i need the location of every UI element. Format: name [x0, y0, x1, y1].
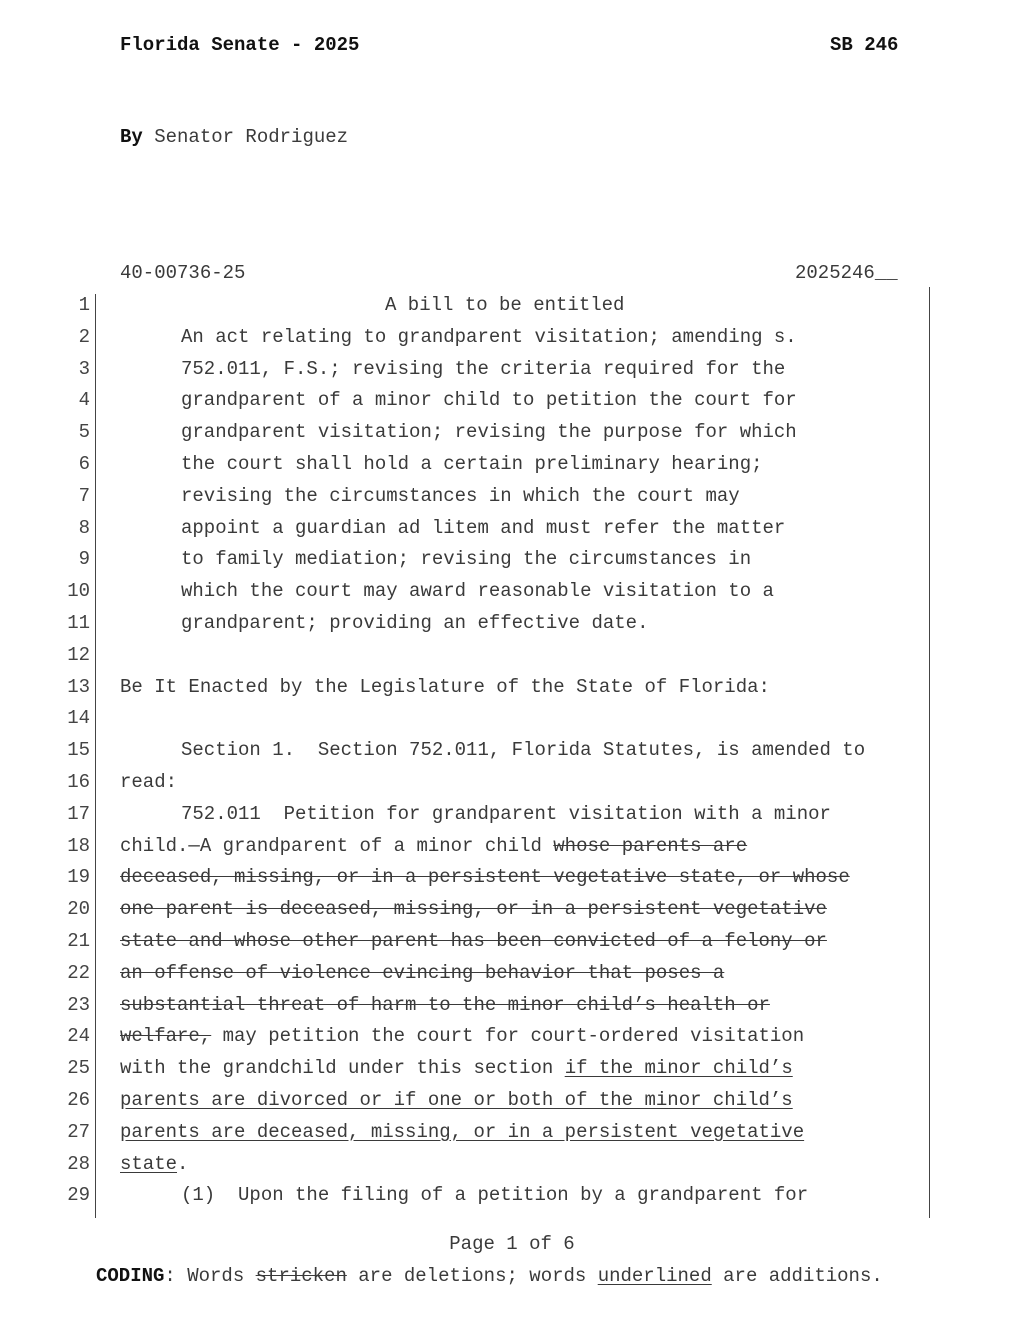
deleted-text: welfare, — [120, 1025, 212, 1048]
line-number: 2 — [78, 325, 90, 348]
line-number: 18 — [67, 834, 90, 857]
coding-text-3: are additions. — [711, 1265, 883, 1287]
bill-line — [0, 672, 1024, 704]
text-segment: read: — [120, 771, 178, 793]
line-number: 6 — [78, 453, 90, 475]
bill-line — [0, 862, 1024, 894]
line-text — [181, 449, 763, 481]
text-segment: 752.011 Petition for grandparent visitation with a minor — [181, 802, 831, 825]
text-segment: to family mediation; revising the circumstances in — [181, 548, 752, 571]
line-text — [181, 735, 865, 767]
line-text — [181, 481, 740, 513]
sponsor-line — [120, 126, 348, 148]
text-segment: child.—A grandparent of a minor child — [120, 834, 554, 857]
line-number: 10 — [67, 580, 90, 603]
text-segment: appoint a guardian ad litem and must refer the matter — [181, 516, 786, 539]
line-number: 12 — [67, 643, 90, 666]
line-text — [181, 417, 797, 449]
bill-line — [0, 1149, 1024, 1181]
deleted-text: one parent is deceased, missing, or in a persistent vegetative — [120, 898, 827, 921]
coding-legend — [96, 1265, 883, 1287]
line-number: 27 — [67, 1120, 90, 1143]
deleted-text: substantial threat of harm to the minor child’s health or — [120, 993, 770, 1016]
line-number: 17 — [67, 802, 90, 825]
sponsor-name: Senator Rodriguez — [154, 126, 349, 148]
bill-line — [0, 608, 1024, 640]
line-number: 20 — [67, 898, 90, 921]
line-number: 7 — [78, 484, 90, 507]
line-text — [120, 831, 747, 863]
line-number: 9 — [78, 548, 90, 571]
line-text — [181, 576, 774, 608]
bill-line — [0, 767, 1024, 799]
line-text — [120, 1085, 793, 1117]
chamber-title: Florida Senate - 2025 — [120, 34, 360, 56]
bill-line — [0, 1117, 1024, 1149]
line-number: 24 — [67, 1025, 90, 1048]
bill-code-id: 2025246__ — [795, 262, 898, 284]
line-text — [120, 1053, 793, 1085]
bill-line — [0, 481, 1024, 513]
line-number: 29 — [67, 1184, 90, 1207]
line-number: 19 — [67, 866, 90, 889]
bill-line — [0, 990, 1024, 1022]
line-number: 3 — [78, 357, 90, 380]
text-segment: grandparent of a minor child to petition the court for — [181, 389, 797, 412]
text-segment: the court shall hold a certain preliminary hearing; — [181, 453, 763, 475]
text-segment: An act relating to grandparent visitation; amending s. — [181, 325, 797, 348]
deleted-text: deceased, missing, or in a persistent vegetative state, or whose — [120, 866, 850, 889]
text-segment: 752.011, F.S.; revising the criteria required for the — [181, 357, 786, 380]
line-text — [181, 513, 785, 545]
line-text — [120, 894, 827, 926]
line-text — [181, 354, 785, 386]
bill-line — [0, 1085, 1024, 1117]
bill-line — [0, 1021, 1024, 1053]
line-number: 28 — [67, 1152, 90, 1175]
text-segment: (1) Upon the filing of a petition by a grandparent for — [181, 1184, 809, 1207]
bill-line — [0, 385, 1024, 417]
deleted-text: an offense of violence evincing behavior that poses a — [120, 961, 725, 984]
text-segment: grandparent; providing an effective date. — [181, 612, 649, 634]
text-segment: grandparent visitation; revising the purpose for which — [181, 421, 797, 444]
bill-line — [0, 449, 1024, 481]
text-segment: Section 1. Section 752.011, Florida Statutes, is amended to — [181, 739, 866, 762]
text-segment: revising the circumstances in which the court may — [181, 484, 740, 507]
coding-underlined-example: underlined — [597, 1265, 712, 1287]
line-text — [120, 926, 827, 958]
bill-line — [0, 513, 1024, 545]
page-indicator: Page 1 of 6 — [449, 1233, 575, 1255]
text-segment: A bill to be entitled — [385, 294, 625, 316]
text-segment: may petition the court for court-ordered visitation — [211, 1025, 805, 1048]
line-text — [181, 1180, 808, 1212]
added-text: state — [120, 1152, 178, 1175]
line-number: 26 — [67, 1089, 90, 1111]
bill-number: SB 246 — [830, 34, 899, 56]
line-text — [120, 1021, 804, 1053]
line-number: 8 — [78, 516, 90, 539]
line-text — [120, 862, 850, 894]
line-number: 5 — [78, 421, 90, 444]
bill-line — [0, 354, 1024, 386]
text-segment: with the grandchild under this section — [120, 1057, 565, 1080]
line-text — [181, 544, 751, 576]
text-segment: . — [177, 1152, 189, 1175]
bill-line — [0, 290, 1024, 322]
line-number: 4 — [78, 389, 90, 412]
added-text: parents are deceased, missing, or in a persistent vegetative — [120, 1120, 805, 1143]
text-segment: Be It Enacted by the Legislature of the State of Florida: — [120, 675, 770, 698]
bill-line — [0, 640, 1024, 672]
bill-line — [0, 703, 1024, 735]
line-number: 25 — [67, 1057, 90, 1080]
line-text — [181, 322, 797, 354]
line-text — [120, 1117, 804, 1149]
bill-line — [0, 417, 1024, 449]
bill-line — [0, 544, 1024, 576]
line-text — [181, 385, 797, 417]
line-text — [385, 290, 624, 322]
bill-line — [0, 1053, 1024, 1085]
coding-text-1: : Words — [164, 1265, 256, 1287]
bill-line — [0, 576, 1024, 608]
bill-line — [0, 831, 1024, 863]
text-segment: which the court may award reasonable visitation to a — [181, 580, 774, 603]
deleted-text: state and whose other parent has been convicted of a felony or — [120, 930, 827, 952]
bill-line — [0, 799, 1024, 831]
coding-label: CODING — [96, 1265, 165, 1287]
line-text — [120, 990, 770, 1022]
bill-line — [0, 958, 1024, 990]
bill-line — [0, 322, 1024, 354]
line-number: 22 — [67, 961, 90, 984]
bill-draft-id: 40-00736-25 — [120, 262, 246, 284]
line-text — [120, 767, 177, 799]
bill-line — [0, 735, 1024, 767]
line-number: 16 — [67, 771, 90, 793]
line-text — [181, 799, 831, 831]
line-text — [120, 672, 770, 704]
line-text — [120, 1149, 188, 1181]
sponsor-by-label: By — [120, 126, 143, 148]
line-number: 11 — [67, 612, 90, 634]
bill-line — [0, 1180, 1024, 1212]
deleted-text: whose parents are — [553, 834, 748, 857]
line-number: 23 — [67, 993, 90, 1016]
line-text — [181, 608, 648, 640]
coding-text-2: are deletions; words — [346, 1265, 598, 1287]
added-text: parents are divorced or if one or both of the minor child’s — [120, 1089, 793, 1111]
bill-line — [0, 894, 1024, 926]
coding-stricken-example: stricken — [255, 1265, 347, 1287]
added-text: if the minor child’s — [564, 1057, 793, 1080]
line-number: 1 — [78, 294, 90, 316]
line-number: 14 — [67, 707, 90, 730]
line-number: 15 — [67, 739, 90, 762]
line-number: 13 — [67, 675, 90, 698]
bill-line — [0, 926, 1024, 958]
line-text — [120, 958, 724, 990]
line-number: 21 — [67, 930, 90, 952]
